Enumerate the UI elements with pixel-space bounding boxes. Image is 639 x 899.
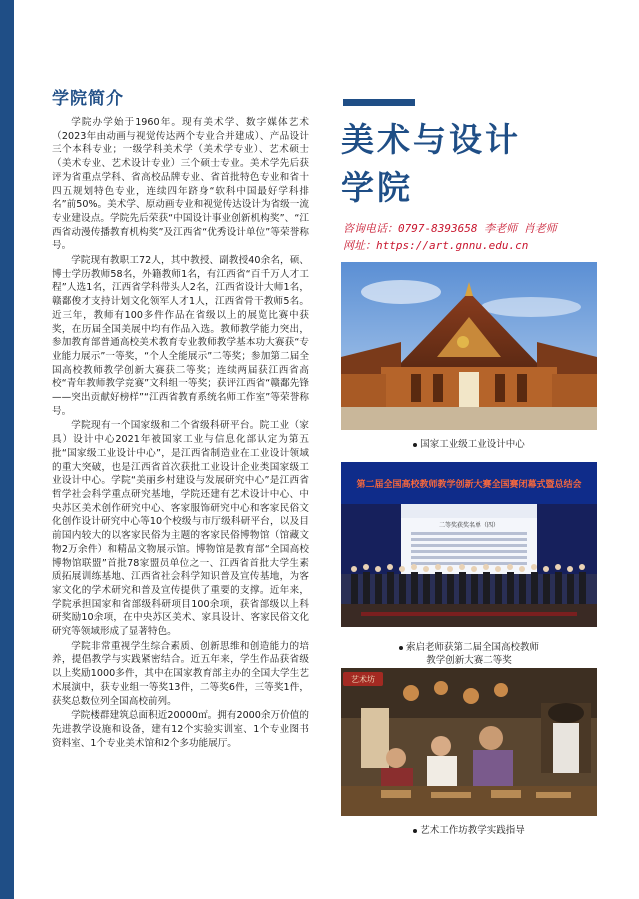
workshop-sign: 艺术坊 xyxy=(351,675,375,684)
photo-design-center-building xyxy=(341,262,597,430)
caption-text: 索启老师获第二届全国高校教师 xyxy=(405,642,539,653)
paragraph-history: 学院办学始于1960年。现有美术学、数字媒体艺术（2023年由动画与视觉传达两个专业合并建成）、产品设计三个本科专业；一级学科美术学（美术学专业）、艺术硕士（美术专业、艺术设计专业）三个硕士专业。美术学先后获评为省重点学科、省高校品牌专业、省首批特色专业和省十四五规划特色专业，连续四年跻身“软科中国最好学科排名”前50%。美术学、原动画专业和视觉传达设计为省级一流专业建设点。学院先后荣获“中国设计事业创新机构奖”、“江西省动漫传播教育机构奖”及江西省“优秀设计单位”等荣誉称号。 xyxy=(52,117,309,252)
banner-text: 第二届全国高校教师教学创新大赛全国赛闭幕式暨总结会 xyxy=(356,480,582,490)
workshop-illustration xyxy=(341,668,597,816)
page-title xyxy=(341,116,601,212)
paragraph-faculty: 学院现有教职工72人，其中教授、副教授40余名，硕、博士学历教师58名，外籍教师1名，有江西省“百千万人才工程”人选1名，江西省学科带头人2名，江西省设计大师1名，赣鄱俊才支持计划文化领军人才1人，江西省骨干教师5名。近三年，教师有100多件作品在省级以上的展览比赛中获奖，在历届全国美展中均有作品入选。教师教学能力突出，参加教育部普通高校美术教育专业教师教学基本功大赛获“专业能力展示”一等奖，“个人全能展示”二等奖；参加第二届全国高校教师教学创新大赛获二等奖；连续两届获江西省高校“青年教师教学竞赛”文科组一等奖；获评江西省“赣鄱先锋——突出贡献好榜样”“江西省教育系统名师工作室”等荣誉称号。 xyxy=(52,255,309,417)
intro-body xyxy=(52,116,309,751)
paragraph-facilities: 学院楼群建筑总面积近20000㎡。拥有2000余万价值的先进教学设施和设备，建有12个实验实训室、1个专业图书资料室、1个专业美术馆和2个多功能展厅。 xyxy=(52,710,309,749)
contact-block xyxy=(343,220,613,254)
caption-award xyxy=(341,641,597,667)
caption-award-line2: 教学创新大赛二等奖 xyxy=(426,655,512,666)
caption-bullet xyxy=(413,443,417,447)
title-line-1: 美术与设计 xyxy=(341,120,521,159)
caption-bullet xyxy=(399,646,403,650)
left-accent-bar xyxy=(0,0,14,899)
paragraph-students: 学院非常重视学生综合素质、创新思维和创造能力的培养，提倡教学与实践紧密结合。近五年来，学生作品获省级以上奖励1000多件，其中在国家教育部主办的全国大学生艺术展演中，获专业组一等奖13件，二等奖6件，三等奖1件，获奖总数位列全国高校前列。 xyxy=(52,640,309,707)
photo-art-workshop xyxy=(341,668,597,816)
contact-website[interactable]: 网址：https://art.gnnu.edu.cn xyxy=(343,239,529,252)
title-accent-line xyxy=(343,99,415,106)
paragraph-research: 学院现有一个国家级和二个省级科研平台。院工业（家具）设计中心2021年被国家工业与信息化部认定为第五批“国家级工业设计中心”，是江西省制造业在工业设计领域的重大突破，也是江西省首次获批工业设计企业类国家级工业设计中心。学院“美丽乡村建设与发展研究中心”是江西省哲学社会科学重点研究基地，学院还建有艺术设计中心、中央苏区美术创作研究中心、客家服饰研究中心和客家民俗文化创作设计研究中心等10个校级与市厅级科研平台，以及目前国内较大的以客家民俗为主题的客家民俗博物馆（馆藏文物2万余件）和精品文物展示馆。博物馆是教育部“全国高校博物馆联盟”首批78家盟员单位之一、江西省首批大学生素质拓展训练基地、江西省社会科学知识普及宣传基地，为客家文化的学术研究和普及宣传提供了重要的支撑。近年来，学院承担国家和省部级科研项目100余项，获省部级以上科研奖励10余项，在中央苏区美术、家具设计、客家民俗文化研究等领域形成了显著特色。 xyxy=(52,420,309,638)
caption-award-line1 xyxy=(341,641,597,654)
building-illustration xyxy=(341,262,597,430)
caption-workshop xyxy=(341,824,597,837)
section-title: 学院简介 xyxy=(52,89,124,109)
caption-bullet xyxy=(413,829,417,833)
contact-phone: 咨询电话：0797-8393658 李老师 肖老师 xyxy=(343,222,557,235)
caption-text: 艺术工作坊教学实践指导 xyxy=(420,825,525,836)
caption-design-center xyxy=(341,438,597,451)
title-line-2: 学院 xyxy=(341,168,413,207)
photo-award-ceremony xyxy=(341,462,597,627)
ceremony-illustration xyxy=(341,462,597,627)
screen-text: 二等奖获奖名单（四） xyxy=(438,522,500,529)
caption-text: 国家工业级工业设计中心 xyxy=(420,439,525,450)
